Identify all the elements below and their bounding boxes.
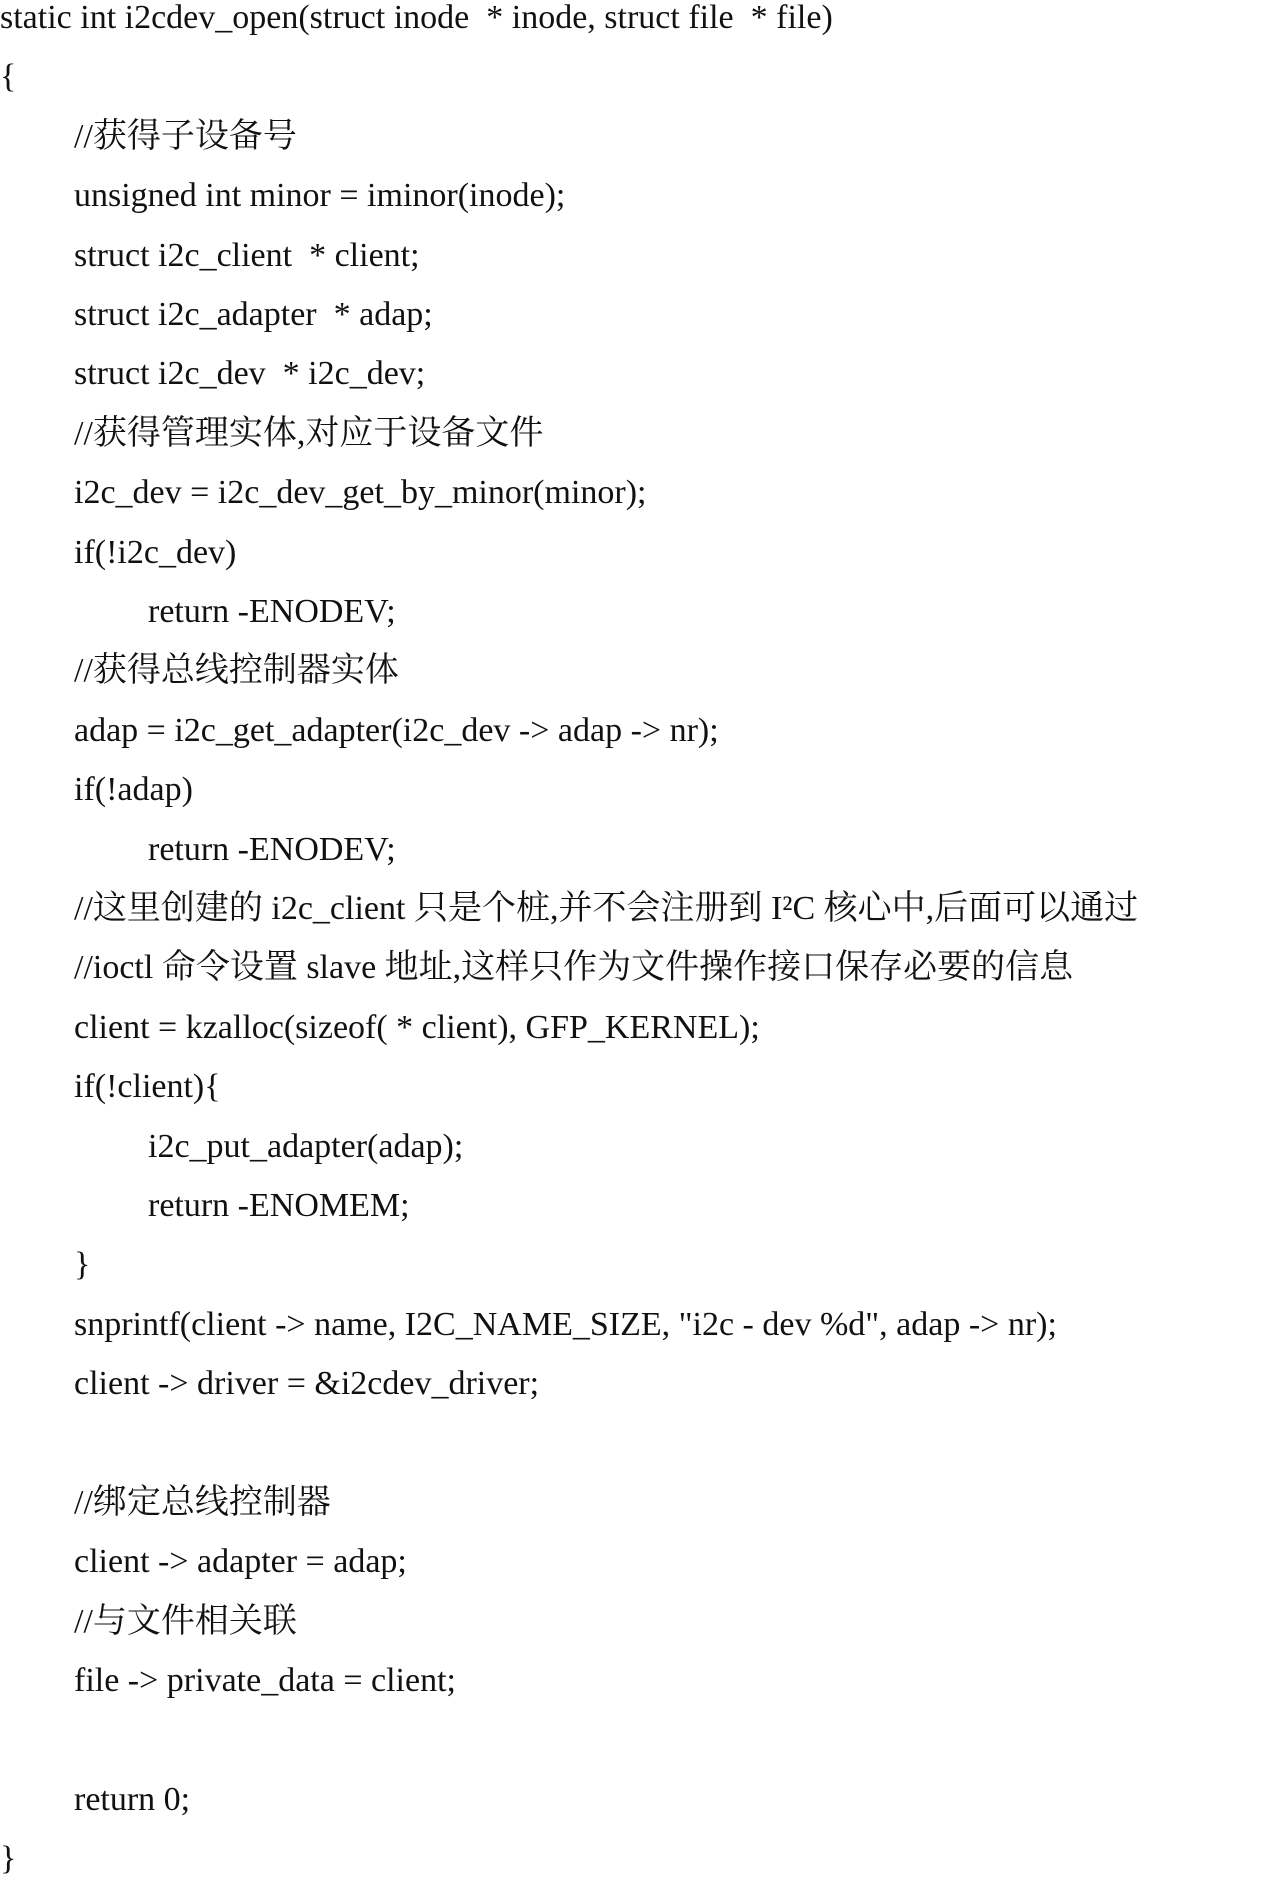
code-comment-line: //这里创建的 i2c_client 只是个桩,并不会注册到 I²C 核心中,后面可以通过 <box>74 890 1139 927</box>
code-brace-line: } <box>0 1840 17 1878</box>
code-line: return 0; <box>74 1781 191 1818</box>
code-line: i2c_dev = i2c_dev_get_by_minor(minor); <box>74 474 647 512</box>
code-comment-line: //获得总线控制器实体 <box>74 652 399 690</box>
code-line: snprintf(client -> name, I2C_NAME_SIZE, "i2c - dev %d", adap -> nr); <box>74 1305 1057 1343</box>
code-line: return -ENODEV; <box>148 830 396 868</box>
code-blank-line <box>0 1426 74 1485</box>
code-line: client -> adapter = adap; <box>74 1543 407 1581</box>
code-line: return -ENODEV; <box>148 593 396 630</box>
code-line: if(!client){ <box>74 1068 221 1106</box>
code-blank-line <box>0 1723 74 1782</box>
code-comment-line: //绑定总线控制器 <box>74 1484 331 1521</box>
code-brace-line: } <box>74 1246 91 1284</box>
code-line: client = kzalloc(sizeof( * client), GFP_KERNEL); <box>74 1008 760 1046</box>
code-line: return -ENOMEM; <box>148 1187 410 1224</box>
code-line: unsigned int minor = iminor(inode); <box>74 177 566 215</box>
code-line: struct i2c_dev * i2c_dev; <box>74 355 426 393</box>
code-comment-line: //获得子设备号 <box>74 117 297 155</box>
code-comment-line: //与文件相关联 <box>74 1602 297 1640</box>
code-line: static int i2cdev_open(struct inode * inode, struct file * file) <box>0 0 833 36</box>
code-line: struct i2c_adapter * adap; <box>74 296 433 333</box>
code-line: i2c_put_adapter(adap); <box>148 1127 464 1165</box>
code-line: if(!adap) <box>74 771 193 809</box>
code-line: client -> driver = &i2cdev_driver; <box>74 1365 540 1403</box>
code-brace-line: { <box>0 58 17 96</box>
code-line: adap = i2c_get_adapter(i2c_dev -> adap -> nr); <box>74 711 719 749</box>
code-line: file -> private_data = client; <box>74 1662 456 1700</box>
code-line: struct i2c_client * client; <box>74 236 420 274</box>
code-line: if(!i2c_dev) <box>74 533 237 571</box>
code-comment-line: //ioctl 命令设置 slave 地址,这样只作为文件操作接口保存必要的信息 <box>74 949 1074 987</box>
code-comment-line: //获得管理实体,对应于设备文件 <box>74 414 544 452</box>
